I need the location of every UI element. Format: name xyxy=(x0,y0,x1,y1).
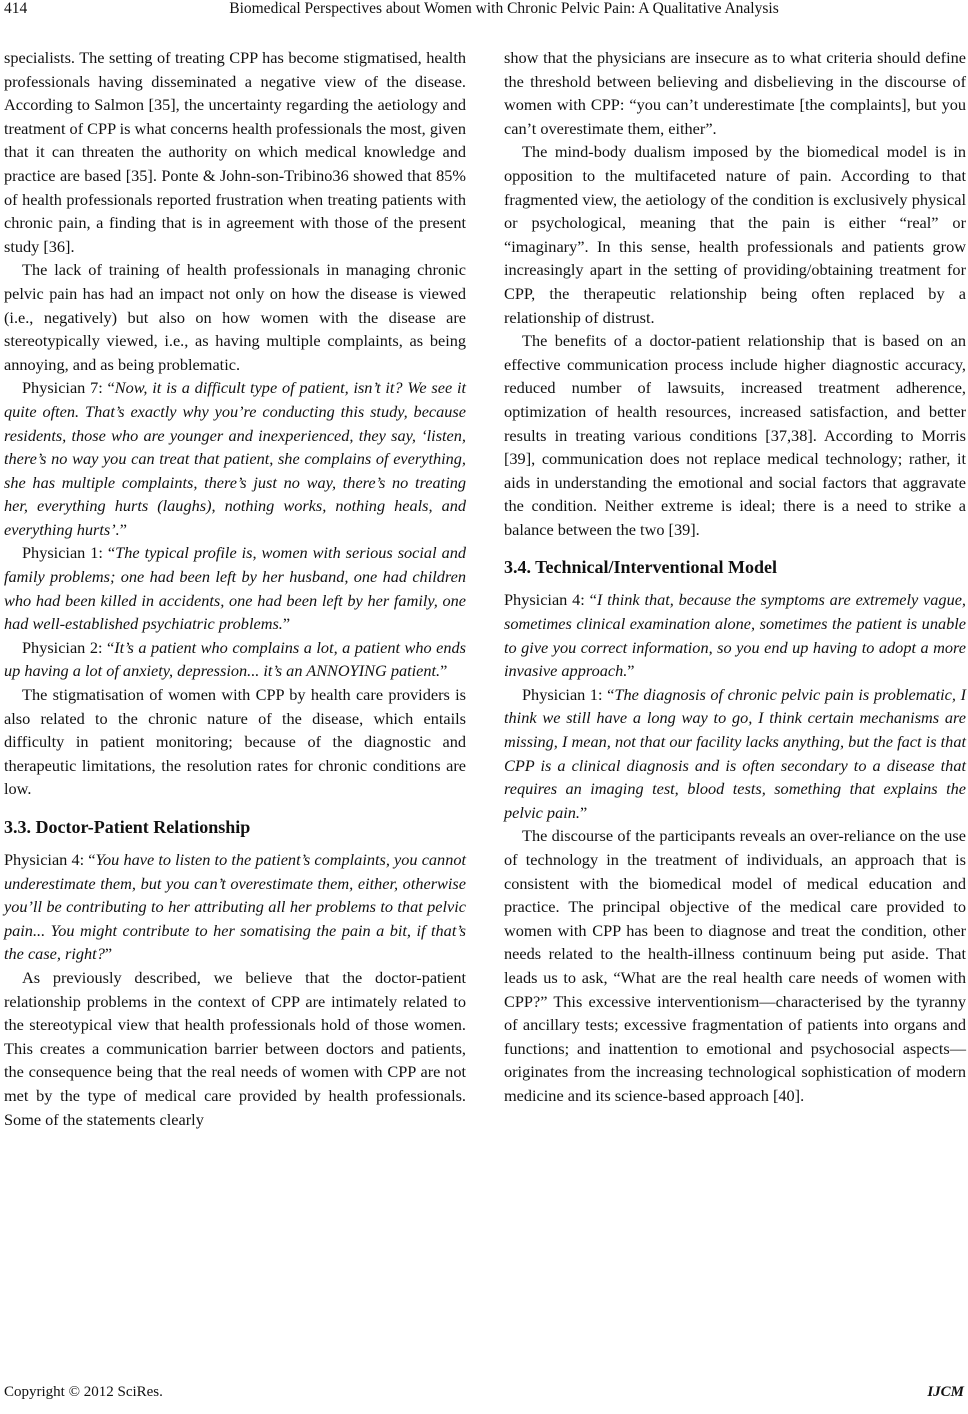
quote-physician-1: Physician 1: “The typical profile is, women with serious social and family problems; one had been left by her husband, one had children who had been killed in accidents, one had been left by her family, one had well-established psychiatric problems.” xyxy=(4,543,466,634)
paragraph: The benefits of a doctor-patient relationship that is based on an effective communication process include higher diagnostic accuracy, reduced number of lawsuits, increased treatment adherence, optimization of health resources, increased satisfaction, and better results in treating various conditions [37,38]. According to Morris [39], communication does not replace medical technology; rather, it aids in understanding the emotional and social factors that aggravate the condition. Neither extreme is ideal; there is a need to strike a balance between the two [39]. xyxy=(504,331,966,539)
quote-speaker: Physician 2: “ xyxy=(22,637,115,657)
section-heading: 3.4. Technical/Interventional Model xyxy=(504,557,778,578)
paragraph: The lack of training of health professionals in managing chronic pelvic pain has had an impact not only on how the disease is viewed (i.e., negatively) but also on how women with the disease are stereotypically viewed, i.e., as having multiple complaints, as being annoying, and as being problematic. xyxy=(4,260,466,374)
quote-speaker: Physician 1: “ xyxy=(522,684,615,704)
paragraph: The mind-body dualism imposed by the biomedical model is in opposition to the multifaceted nature of pain. According to that fragmented view, the aetiology of the condition is exclusively physical or psychological, meaning that the pain is either “real” or “imaginary”. In this sense, health professionals and patients grow increasingly apart in the setting of providing/obtaining treatment for CPP, the therapeutic relationship being often replaced by a relationship of distrust. xyxy=(504,142,966,327)
quote-speaker: Physician 1: “ xyxy=(22,543,116,563)
section-heading: 3.3. Doctor-Patient Relationship xyxy=(4,817,251,837)
quote-text: I think that, because the symptoms are extremely vague, sometimes clinical examination alone, sometimes the patient is unable to give you correct information, so you end up having to adopt a more invasive approach. xyxy=(504,590,967,681)
quote-speaker: Physician 4: “ xyxy=(4,850,96,869)
quote-physician-4: Physician 4: “I think that, because the symptoms are extremely vague, sometimes clinical examination alone, sometimes the patient is unable to give you correct information, so you end up having to adopt a more invasive approach.” xyxy=(504,590,967,681)
quote-physician-7: Physician 7: “Now, it is a difficult type of patient, isn’t it? We see it quite often. That’s exactly why you’re conducting this study, because residents, those who are younger and inexperienced, they say, ‘listen, there’s no way you can treat that patient, she complains of everything, she has multiple complaints, there’s just no way, there’s no treating her, everything hurts (laughs), nothing works, nothing heals, and everything hurts’.” xyxy=(4,378,467,539)
copyright: Copyright © 2012 SciRes. xyxy=(4,1384,163,1400)
quote-text: Now, it is a difficult type of patient, isn’t it? We see it quite often. That’s exactly why you’re conducting this study, because residents, those who are younger and inexperienced, they say, ‘listen, there’s no way you can treat that patient, she complains of everything, she has multiple complaints, there’s just no way, there’s no treating her, everything hurts (laughs), nothing works, nothing heals, and everything hurts’. xyxy=(4,378,467,539)
quote-speaker: Physician 4: “ xyxy=(504,590,597,610)
paragraph: specialists. The setting of treating CPP has become stigmatised, health professionals having disseminated a negative view of the disease. According to Salmon [35], the uncertainty regarding the aetiology and treatment of CPP is what concerns health professionals the most, given that it can threaten the authority on which medical knowledge and practice are based [35]. Ponte & John-son-Tribino36 showed that 85% of health professionals reported frustration when treating patients with chronic pain, a finding that is in agreement with those of the present study [36]. xyxy=(4,48,466,256)
quote-text: You have to listen to the patient’s complaints, you cannot underestimate them, but you can’t overestimate them, either, otherwise you’ll be contributing to her attributing all her problems to that pelvic pain... You might contribute to her somatising the pain a bit, if that’s the case, right? xyxy=(4,850,467,964)
right-column xyxy=(504,46,966,1108)
paragraph: As previously described, we believe that the doctor-patient relationship problems in the context of CPP are intimately related to the stereotypical view that health professionals hold of those women. This creates a communication barrier between doctors and patients, the consequence being that the real needs of women with CPP are not met by the type of medical care provided by health professionals. Some of the statements clearly xyxy=(4,967,466,1129)
left-column xyxy=(4,46,466,1131)
quote-speaker: Physician 7: “ xyxy=(22,378,115,398)
paragraph: The discourse of the participants reveals an over-reliance on the use of technology in the treatment of individuals, an approach that is consistent with the biomedical model of medical education and practice. The principal objective of the medical care provided to women with CPP has been to diagnose and treat the condition, other needs related to the health-illness continuum being put aside. That leads us to ask, “What are the real health care needs of women with CPP?” This excessive interventionism—characterised by the tyranny of ancillary tests; excessive fragmentation of patients into organs and functions; and inattention to emotional and psychosocial aspects—originates from the increasing technological sophistication of modern medicine and its science-based approach [40]. xyxy=(504,826,966,1105)
paragraph: The stigmatisation of women with CPP by health care providers is also related to the chronic nature of the disease, which entails difficulty in patient monitoring; because of the diagnostic and therapeutic limitations, the resolution rates for chronic conditions are low. xyxy=(4,685,466,799)
quote-text: It’s a patient who complains a lot, a patient who ends up having a lot of anxiety, depression... it’s an ANNOYING patient. xyxy=(4,637,467,681)
quote-physician-2: Physician 2: “It’s a patient who complains a lot, a patient who ends up having a lot of anxiety, depression... it’s an ANNOYING patient.” xyxy=(4,637,467,681)
quote-physician-4: Physician 4: “You have to listen to the patient’s complaints, you cannot underestimate them, but you can’t overestimate them, either, otherwise you’ll be contributing to her attributing all her problems to that pelvic pain... You might contribute to her somatising the pain a bit, if that’s the case, right?” xyxy=(4,850,467,964)
running-header xyxy=(4,0,964,24)
quote-text: The diagnosis of chronic pelvic pain is problematic, I think we still have a long way to go, I think certain mechanisms are missing, I mean, not that our facility lacks anything, but the fact is that CPP is a clinical diagnosis and is often secondary to a disease that requires an imaging test, blood tests, something that explains the pelvic pain. xyxy=(504,684,966,822)
journal-abbrev: IJCM xyxy=(927,1384,964,1400)
paragraph: show that the physicians are insecure as to what criteria should define the threshold between believing and disbelieving in the discourse of women with CPP: “you can’t underestimate [the complaints], but you can’t overestimate them, either”. xyxy=(504,48,966,138)
page-number: 414 xyxy=(4,0,28,17)
page-footer xyxy=(4,1384,964,1401)
running-title: Biomedical Perspectives about Women with Chronic Pelvic Pain: A Qualitative Analysis xyxy=(229,0,779,17)
quote-physician-1: Physician 1: “The diagnosis of chronic pelvic pain is problematic, I think we still have a long way to go, I think certain mechanisms are missing, I mean, not that our facility lacks anything, but the fact is that CPP is a clinical diagnosis and is often secondary to a disease that requires an imaging test, blood tests, something that explains the pelvic pain.” xyxy=(504,684,966,822)
quote-text: The typical profile is, women with serious social and family problems; one had been left by her husband, one had children who had been killed in accidents, one had been left by her family, one had well-established psychiatric problems. xyxy=(4,543,466,634)
